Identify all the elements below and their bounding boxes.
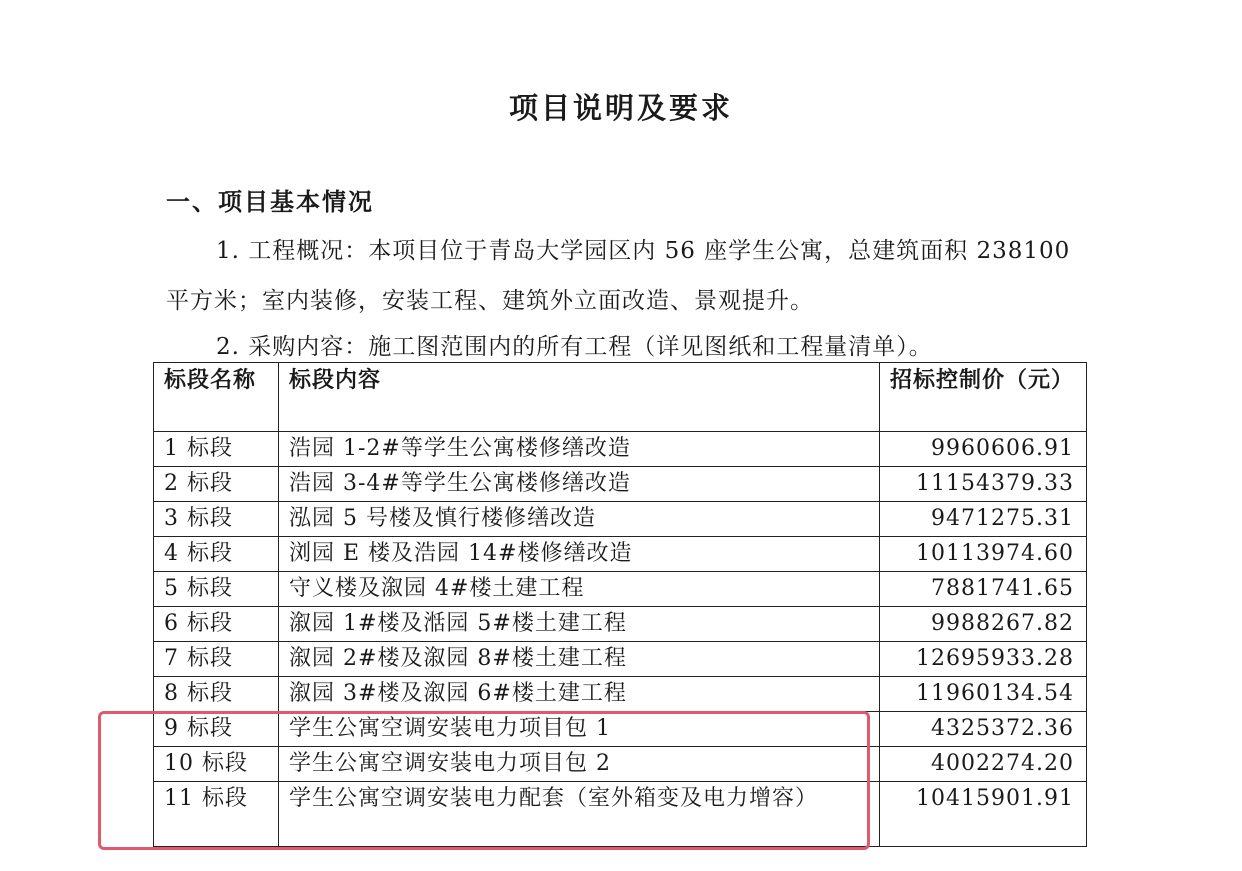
cell-price: 4325372.36 (880, 712, 1087, 747)
cell-section-name: 10 标段 (154, 747, 279, 782)
cell-price: 9960606.91 (880, 432, 1087, 467)
document-title: 项目说明及要求 (508, 91, 733, 125)
cell-price: 10415901.91 (880, 782, 1087, 847)
paragraph-overview-line2: 平方米；室内装修，安装工程、建筑外立面改造、景观提升。 (166, 288, 814, 314)
header-control-price: 招标控制价（元） (880, 363, 1087, 432)
table-row (154, 642, 1087, 677)
cell-section-content: 溆园 3#楼及溆园 6#楼土建工程 (279, 677, 880, 712)
cell-section-content: 学生公寓空调安装电力项目包 2 (279, 747, 880, 782)
table-row (154, 607, 1087, 642)
cell-section-name: 2 标段 (154, 467, 279, 502)
table-header-row (154, 363, 1087, 432)
cell-section-name: 1 标段 (154, 432, 279, 467)
table-row (154, 747, 1087, 782)
cell-section-content: 学生公寓空调安装电力配套（室外箱变及电力增容） (279, 782, 880, 847)
section-heading: 一、项目基本情况 (166, 187, 374, 216)
cell-section-content: 学生公寓空调安装电力项目包 1 (279, 712, 880, 747)
cell-price: 12695933.28 (880, 642, 1087, 677)
cell-section-name: 9 标段 (154, 712, 279, 747)
cell-price: 10113974.60 (880, 537, 1087, 572)
cell-section-name: 7 标段 (154, 642, 279, 677)
paragraph-overview-line1: 1. 工程概况：本项目位于青岛大学园区内 56 座学生公寓，总建筑面积 238100 (216, 238, 1071, 264)
cell-section-content: 泓园 5 号楼及慎行楼修缮改造 (279, 502, 880, 537)
table-row (154, 502, 1087, 537)
paragraph-procurement: 2. 采购内容：施工图范围内的所有工程（详见图纸和工程量清单）。 (216, 334, 933, 360)
cell-section-content: 守义楼及溆园 4#楼土建工程 (279, 572, 880, 607)
cell-section-content: 浩园 1-2#等学生公寓楼修缮改造 (279, 432, 880, 467)
table-row (154, 712, 1087, 747)
cell-section-content: 浏园 E 楼及浩园 14#楼修缮改造 (279, 537, 880, 572)
table-row (154, 537, 1087, 572)
cell-section-content: 溆园 2#楼及溆园 8#楼土建工程 (279, 642, 880, 677)
table-row (154, 782, 1087, 847)
cell-price: 11154379.33 (880, 467, 1087, 502)
cell-section-name: 6 标段 (154, 607, 279, 642)
header-section-name: 标段名称 (154, 363, 279, 432)
cell-price: 9471275.31 (880, 502, 1087, 537)
cell-price: 4002274.20 (880, 747, 1087, 782)
table-row (154, 432, 1087, 467)
cell-price: 11960134.54 (880, 677, 1087, 712)
header-section-content: 标段内容 (279, 363, 880, 432)
cell-section-name: 8 标段 (154, 677, 279, 712)
table-row (154, 467, 1087, 502)
cell-section-name: 5 标段 (154, 572, 279, 607)
table-row (154, 572, 1087, 607)
cell-section-name: 11 标段 (154, 782, 279, 847)
bid-sections-table (153, 362, 1087, 847)
table-row (154, 677, 1087, 712)
cell-section-content: 溆园 1#楼及湉园 5#楼土建工程 (279, 607, 880, 642)
cell-price: 7881741.65 (880, 572, 1087, 607)
cell-price: 9988267.82 (880, 607, 1087, 642)
cell-section-name: 3 标段 (154, 502, 279, 537)
cell-section-content: 浩园 3-4#等学生公寓楼修缮改造 (279, 467, 880, 502)
cell-section-name: 4 标段 (154, 537, 279, 572)
